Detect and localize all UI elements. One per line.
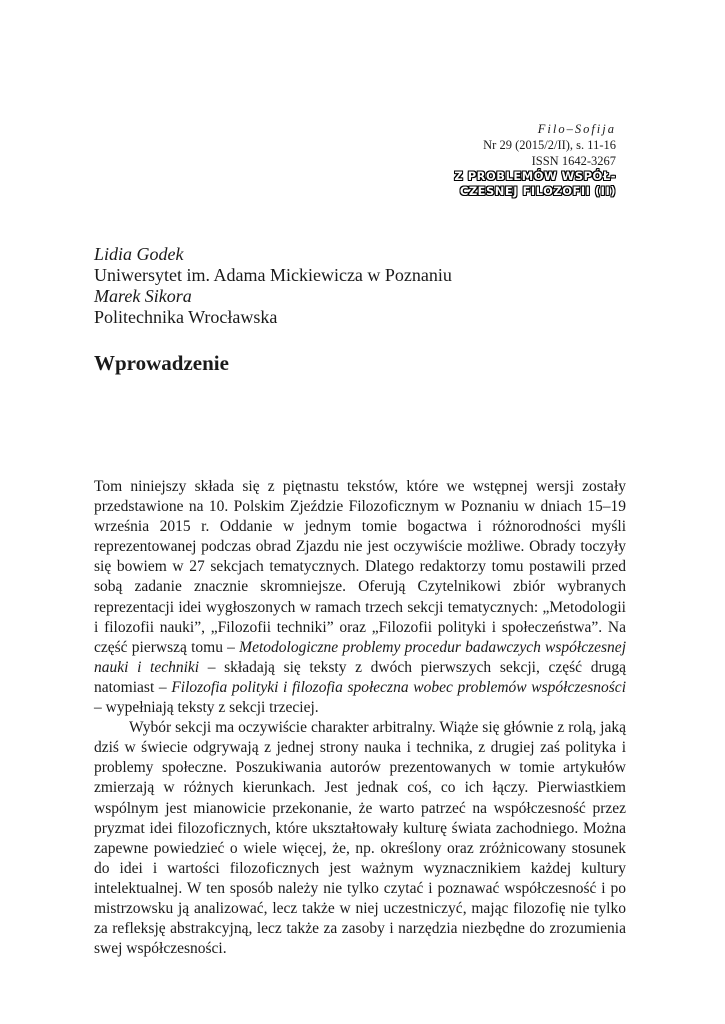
part-one-title: Metodologiczne problemy procedur badawczych współczesnej nauki i techniki [94, 638, 626, 676]
issue-info: Nr 29 (2015/2/II), s. 11-16 [483, 138, 616, 152]
issn: ISSN 1642-3267 [531, 154, 616, 168]
journal-header [400, 121, 616, 199]
paragraph-1-text-b: – składają się teksty z dwóch pierwszych sekcji, część drugą natomiast – [94, 658, 626, 696]
article-body [94, 477, 626, 959]
section-tag-line2: CZESNEJ FILOZOFII (II) [459, 184, 616, 198]
paragraph-2: Wybór sekcji ma oczywiście charakter arbitralny. Wiąże się głównie z rolą, jaką dziś w świecie odgrywają z jednej strony nauka i technika, z drugiej zaś polityka i problemy społeczne. Poszukiwania autorów prezentowanych w tomie artykułów zmierzają w różnych kierunkach. Jest jednak coś, co ich łączy. Pierwiastkiem wspólnym jest mianowicie przekonanie, że warto patrzeć na współczesność przez pryzmat idei filozoficznych, które ukształtowały kulturę świata zachodniego. Można zapewne powiedzieć o wiele więcej, że, np. określony oraz zróżnicowany stosunek do idei i wartości filozoficznych jest ważnym wyznacznikiem każdej kultury intelektualnej. W ten sposób należy nie tylko czytać i poznawać współczesność i po mistrzowsku ją analizować, lecz także w niej uczestniczyć, mając filozofię nie tylko za refleksję abstrakcyjną, lecz także za zasoby i narzędzia niezbędne do zrozumienia swej współczesności. [94, 719, 626, 958]
part-two-title: Filozofia polityki i filozofia społeczna wobec problemów współczesności [171, 678, 626, 696]
paragraph-1-text-a: Tom niniejszy składa się z piętnastu tekstów, które we wstępnej wersji zostały przedstawione na 10. Polskim Zjeździe Filozoficznym w Poznaniu w dniach 15–19 września 2015 r. Oddanie w jednym tomie bogactwa i różnorodności myśli reprezentowanej podczas obrad Zjazdu nie jest oczywiście możliwe. Obrady toczyły się bowiem w 27 sekcjach tematycznych. Dlatego redaktorzy tomu postawili przed sobą zadanie znacznie skromniejsze. Oferują Czytelnikowi zbiór wybranych reprezentacji idei wygłoszonych w ramach trzech sekcji tematycznych: „Metodologii i filozofii nauki”, „Filozofii techniki” oraz „Filozofii polityki i społeczeństwa”. Na część pierwszą tomu – [94, 478, 626, 656]
paragraph-1-text-c: – wypełniają teksty z sekcji trzeciej. [94, 699, 319, 717]
article-title: Wprowadzenie [94, 351, 229, 375]
author-name: Lidia Godek [94, 244, 184, 264]
section-tag-line1: Z PROBLEMÓW WSPÓŁ- [454, 169, 616, 183]
author-name: Marek Sikora [94, 286, 192, 306]
paragraph-1 [94, 477, 626, 718]
author-block [94, 244, 452, 328]
journal-name: Filo–Sofija [537, 122, 616, 136]
author-affiliation: Uniwersytet im. Adama Mickiewicza w Poznaniu [94, 265, 452, 285]
author-affiliation: Politechnika Wrocławska [94, 307, 278, 327]
